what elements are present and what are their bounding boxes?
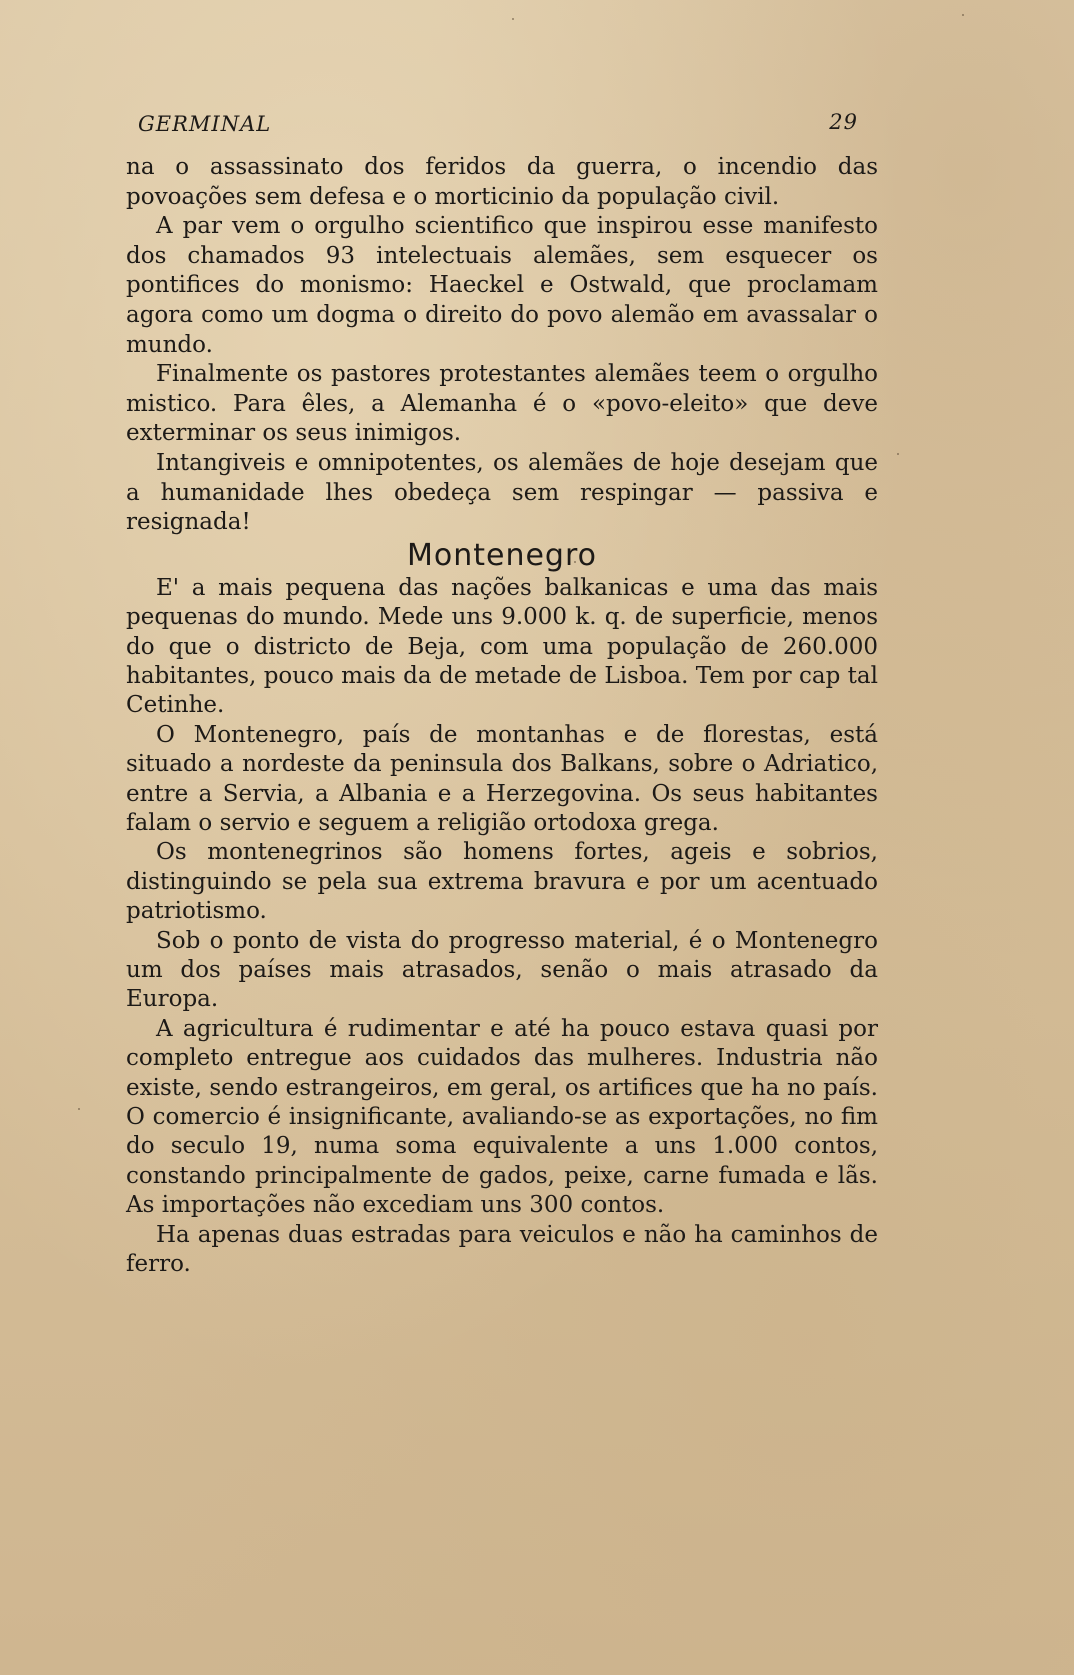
paper-speck xyxy=(897,453,899,455)
running-title: GERMINAL xyxy=(138,112,272,136)
paragraph: A par vem o orgulho scientifico que inspirou esse manifesto dos chamados 93 intelectuais alemães, sem esquecer os pontifices do monismo: Haeckel e Ostwald, que proclamam agora como um dogma o direito do povo alemão em avassalar o mundo. xyxy=(126,213,878,358)
paper-speck xyxy=(512,18,514,20)
section-heading: Montenegro xyxy=(406,537,597,573)
paper-speck xyxy=(78,1108,80,1110)
paragraph: Ha apenas duas estradas para veiculos e não ha caminhos de ferro. xyxy=(126,1221,878,1278)
page-header xyxy=(138,108,858,144)
paragraph: Os montenegrinos são homens fortes, ageis e sobrios, distinguindo se pela sua extrema bravura e por um acentuado patriotismo. xyxy=(126,839,878,925)
paragraph: Intangiveis e omnipotentes, os alemães de hoje desejam que a humanidade lhes obedeça sem respingar — passiva e resignada! xyxy=(126,449,878,536)
paragraph: E' a mais pequena das nações balkanicas e uma das mais pequenas do mundo. Mede uns 9.000 k. q. de superficie, menos do que o districto de Beja, com uma população de 260.000 habitantes, pouco mais da de metade de Lisboa. Tem por cap tal Cetinhe. xyxy=(126,574,878,719)
paragraph: O Montenegro, país de montanhas e de florestas, está situado a nordeste da peninsula dos Balkans, sobre o Adriatico, entre a Servia, a Albania e a Herzegovina. Os seus habitantes falam o servio e seguem a religião ortodoxa grega. xyxy=(126,721,878,836)
paragraph: Finalmente os pastores protestantes alemães teem o orgulho mistico. Para êles, a Alemanha é o «povo-eleito» que deve exterminar os seus inimigos. xyxy=(126,361,878,447)
paragraph: Sob o ponto de vista do progresso material, é o Montenegro um dos países mais atrasados, senão o mais atrasado da Europa. xyxy=(126,927,878,1013)
paper-speck xyxy=(962,14,964,16)
body-text xyxy=(126,153,878,1279)
paragraph: A agricultura é rudimentar e até ha pouco estava quasi por completo entregue aos cuidados das mulheres. Industria não existe, sendo estrangeiros, em geral, os artifices que ha no país. O comercio é insignificante, avaliando-se as exportações, no fim do seculo 19, numa soma equivalente a uns 1.000 contos, constando principalmente de gados, peixe, carne fumada e lãs. As importações não excediam uns 300 contos. xyxy=(126,1015,878,1219)
page-number: 29 xyxy=(829,110,858,134)
paragraph: na o assassinato dos feridos da guerra, o incendio das povoações sem defesa e o morticinio da população civil. xyxy=(126,154,878,210)
